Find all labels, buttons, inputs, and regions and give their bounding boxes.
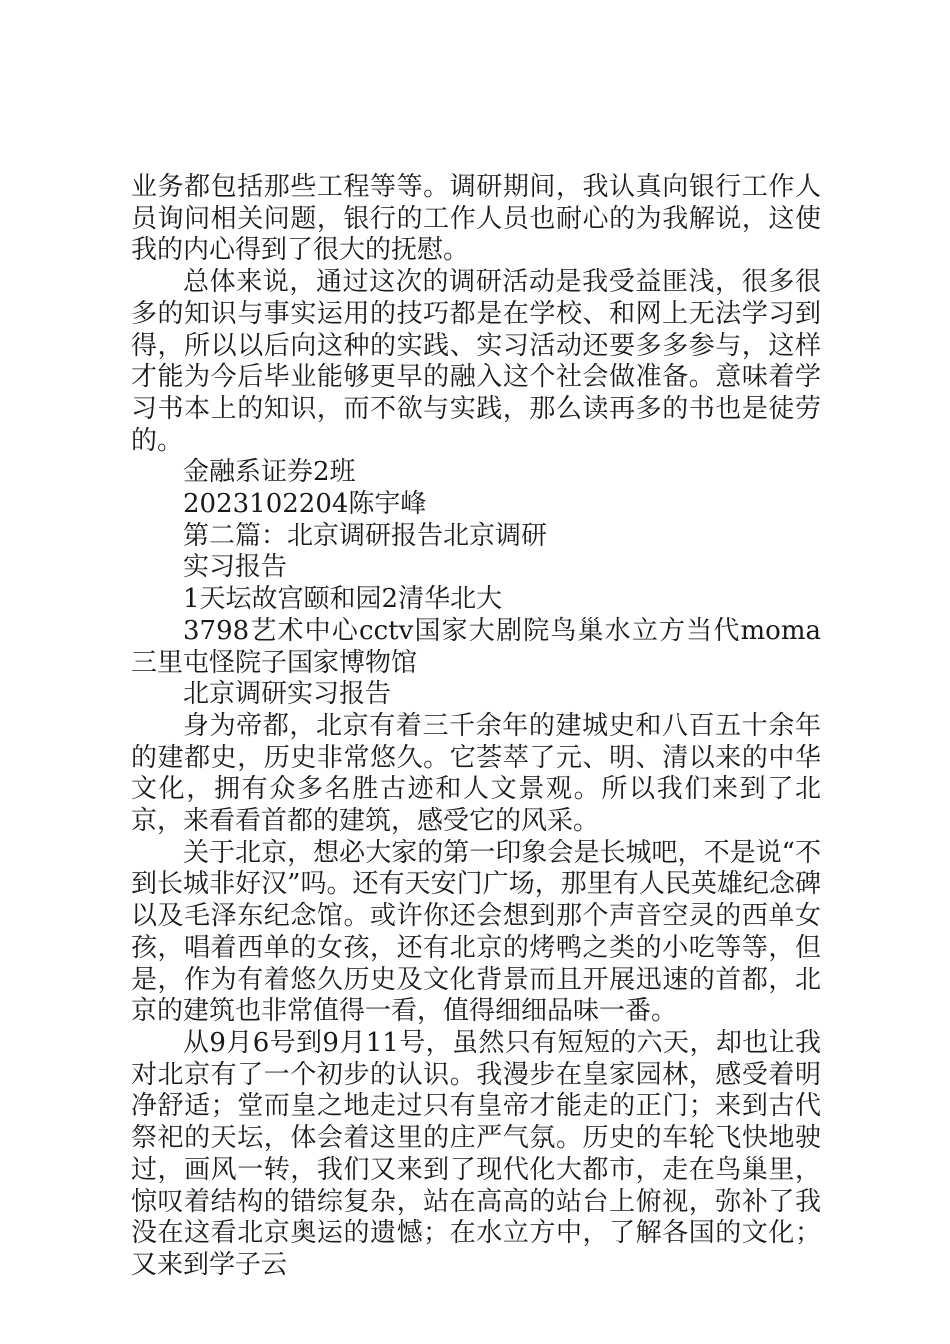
paragraph-itinerary-1: 1天坛故宫颐和园2清华北大 [183,584,503,615]
paragraph-2: 总体来说，通过这次的调研活动是我受益匪浅，很多很多的知识与事实运用的技巧都是在学校、和网上无法学习到得，所以以后向这种的实践、实习活动还要多多参与，这样才能为今后毕业能够更早的融入这个社会做准备。意味着学习书本上的知识，而不欲与实践，那么读再多的书也是徒劳的。 [131,267,821,456]
paragraph-section-heading-cont: 实习报告 [183,552,288,583]
paragraph-section-heading: 第二篇：北京调研报告北京调研 [183,520,548,551]
paragraph-report-title: 北京调研实习报告 [183,679,392,710]
paragraph-impression: 关于北京，想必大家的第一印象会是长城吧，不是说“不到长城非好汉”吗。还有天安门广场，那里有人民英雄纪念碑以及毛泽东纪念馆。或许你还会想到那个声音空灵的西单女孩，唱着西单的女孩，还有北京的烤鸭之类的小吃等等，但是，作为有着悠久历史及文化背景而且开展迅速的首都，北京的建筑也非常值得一看，值得细细品味一番。 [131,837,821,1027]
paragraph-student-id-line: 2023102204陈宇峰 [183,489,427,520]
paragraph-1: 业务都包括那些工程等等。调研期间，我认真向银行工作人员询问相关问题，银行的工作人员也耐心的为我解说，这使我的内心得到了很大的抚慰。 [131,172,821,266]
paragraph-trip: 从9月6号到9月11号，虽然只有短短的六天，却也让我对北京有了一个初步的认识。我漫步在皇家园林，感受着明净舒适；堂而皇之地走过只有皇帝才能走的正门；来到古代祭祀的天坛，体会着这里的庄严气氛。历史的车轮飞快地驶过，画风一转，我们又来到了现代化大都市，走在鸟巢里，惊叹着结构的错综复杂，站在高高的站台上俯视，弥补了我没在这看北京奥运的遗憾；在水立方中，了解各国的文化；又来到学子云 [131,1027,821,1280]
document-body [131,172,821,1282]
paragraph-itinerary-2: 3798艺术中心cctv国家大剧院鸟巢水立方当代moma三里屯怪院子国家博物馆 [131,615,821,678]
paragraph-intro: 身为帝都，北京有着三千余年的建城史和八百五十余年的建都史，历史非常悠久。它荟萃了元、明、清以来的中华文化，拥有众多名胜古迹和人文景观。所以我们来到了北京，来看看首都的建筑，感受它的风采。 [131,710,821,837]
paragraph-class-line: 金融系证券2班 [183,457,356,488]
